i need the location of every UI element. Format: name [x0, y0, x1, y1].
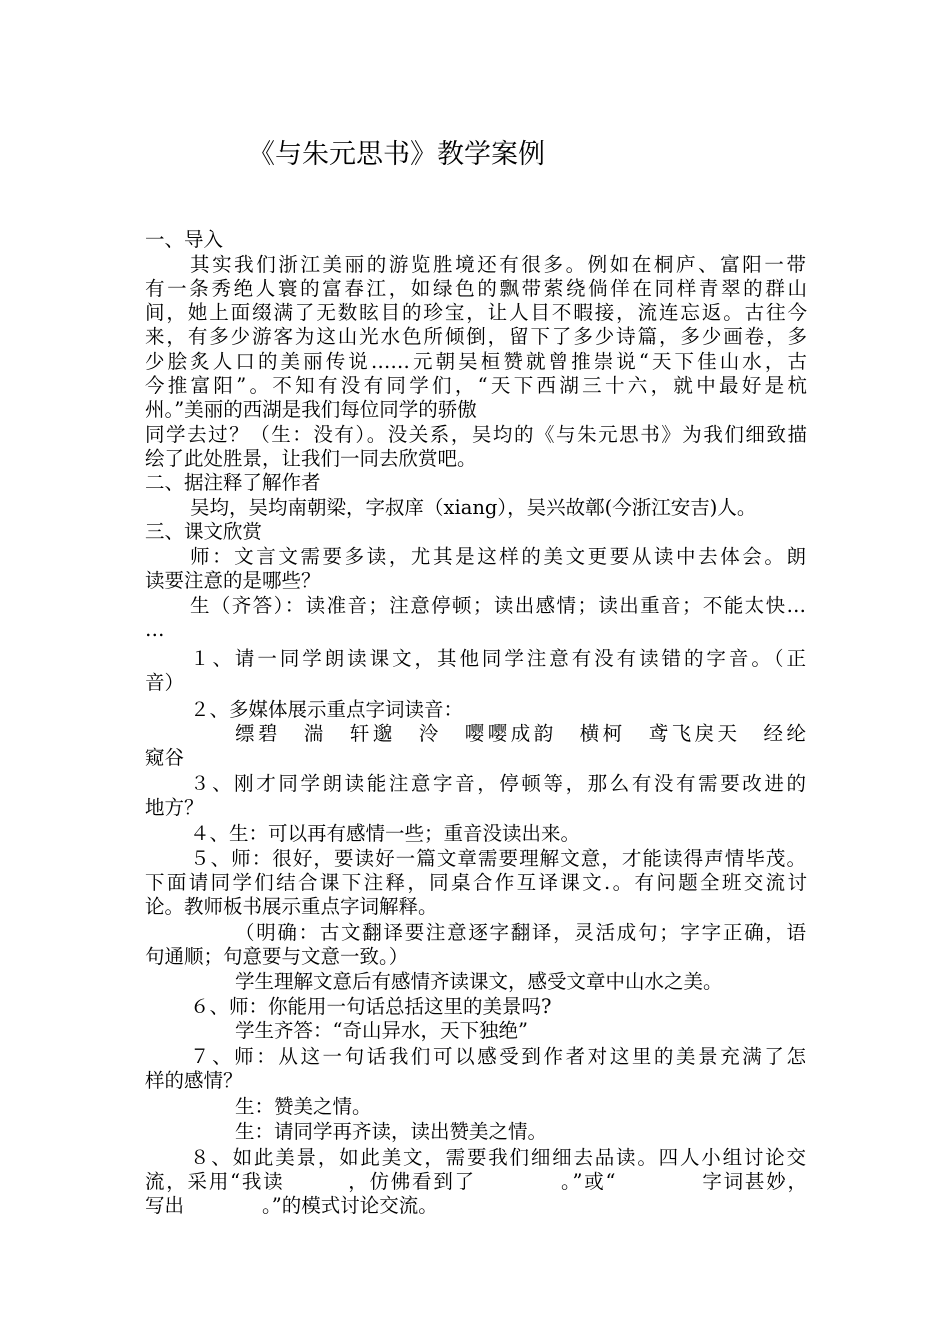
text-line: 来，有多少游客为这山光水色所倾倒，留下了多少诗篇，多少画卷，多: [145, 325, 807, 348]
text-line: 吴均，吴均南朝梁，字叔庠（xiang），吴兴故鄣(今浙江安吉)人。: [190, 496, 757, 519]
text-line: 窥谷: [145, 746, 185, 769]
text-line: 写出 。”的模式讨论交流。: [145, 1194, 438, 1217]
text-line: ４、生：可以再有感情一些；重音没读出来。: [190, 822, 581, 845]
text-line: 今推富阳”。不知有没有同学们，“天下西湖三十六，就中最好是杭: [145, 374, 807, 397]
text-line: 州。”美丽的西湖是我们每位同学的骄傲: [145, 398, 477, 421]
text-line: 师：文言文需要多读，尤其是这样的美文更要从读中去体会。朗: [190, 545, 806, 568]
text-line: 生：请同学再齐读，读出赞美之情。: [235, 1120, 548, 1143]
section-heading: 二、据注释了解作者: [145, 471, 321, 494]
text-line: ５、师：很好，要读好一篇文章需要理解文意，才能读得声情毕茂。: [190, 847, 806, 870]
page-title: 《与朱元思书》教学案例: [248, 139, 545, 170]
text-line: 学生理解文意后有感情齐读课文，感受文章中山水之美。: [235, 970, 723, 993]
text-line: 流，采用“我读 ，仿佛看到了 。”或“ 字词甚妙，: [145, 1170, 807, 1193]
text-line: 学生齐答：“奇山异水，天下独绝”: [235, 1019, 528, 1042]
text-line: 样的感情？: [145, 1069, 243, 1092]
text-line: ３、刚才同学朗读能注意字音，停顿等，那么有没有需要改进的: [190, 772, 806, 795]
text-line: 下面请同学们结合课下注释，同桌合作互译课文.。有问题全班交流讨: [145, 871, 807, 894]
text-line: 少脍炙人口的美丽传说……元朝吴桓赞就曾推崇说“天下佳山水，古: [145, 350, 807, 373]
text-line: 音）: [145, 671, 185, 694]
text-line: ７、师：从这一句话我们可以感受到作者对这里的美景充满了怎: [190, 1045, 806, 1068]
text-line: ２、多媒体展示重点字词读音：: [190, 698, 464, 721]
text-line: 一、导入: [145, 228, 224, 251]
text-line: 生：赞美之情。: [235, 1095, 372, 1118]
text-line: ８、如此美景，如此美文，需要我们细细去品读。四人小组讨论交: [190, 1146, 806, 1169]
text-line: 其实我们浙江美丽的游览胜境还有很多。例如在桐庐、富阳一带: [190, 253, 806, 276]
text-line: ６、师：你能用一句话总括这里的美景吗?: [190, 995, 552, 1018]
section-heading: 三、课文欣赏: [145, 520, 263, 543]
text-line: 同学去过？（生：没有）。没关系，吴均的《与朱元思书》为我们细致描: [145, 423, 807, 446]
text-line: 论。教师板书展示重点字词解释。: [145, 895, 438, 918]
text-line: （明确：古文翻译要注意逐字翻译，灵活成句；字字正确，语: [235, 921, 806, 944]
text-line: 缥碧 湍 轩邈 泠 嘤嘤成韵 横柯 鸢飞戾天 经纶: [235, 722, 806, 745]
text-line: …: [145, 618, 165, 641]
text-line: 有一条秀绝人寰的富春江，如绿色的飘带萦绕倘佯在同样青翠的群山: [145, 277, 807, 300]
text-line: 句通顺；句意要与文意一致。）: [145, 945, 409, 968]
text-line: 地方？: [145, 796, 204, 819]
text-line: 读要注意的是哪些？: [145, 569, 321, 592]
text-line: 绘了此处胜景，让我们一同去欣赏吧。: [145, 447, 477, 470]
text-line: 生（齐答）：读准音；注意停顿；读出感情；读出重音；不能太快…: [190, 594, 806, 617]
text-line: １、请一同学朗读课文，其他同学注意有没有读错的字音。（正: [190, 647, 806, 670]
text-line: 间，她上面缀满了无数眩目的珍宝，让人目不暇接，流连忘返。古往今: [145, 301, 807, 324]
